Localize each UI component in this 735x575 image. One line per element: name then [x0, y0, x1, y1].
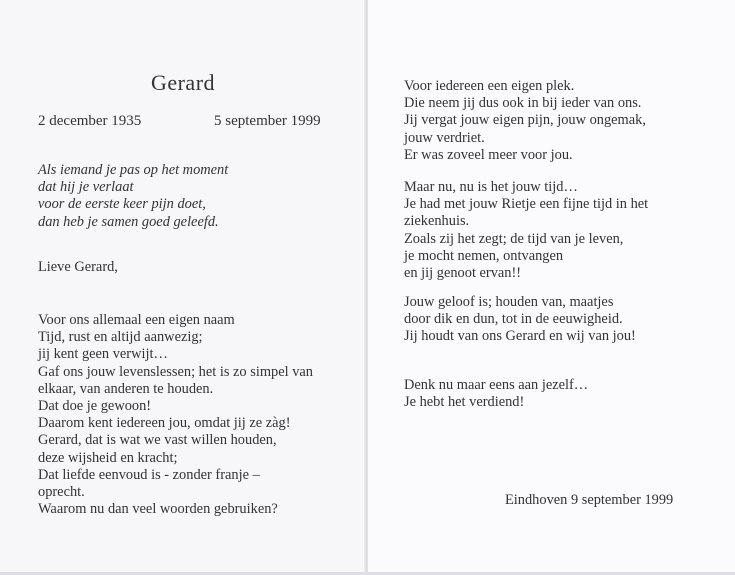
poem-line: door dik en dun, tot in de eeuwigheid. — [404, 311, 623, 328]
quote-line: voor de eerste keer pijn doet, — [38, 196, 206, 213]
poem-line: Zoals zij het zegt; de tijd van je leven, — [404, 230, 624, 247]
opening-quote — [38, 162, 228, 231]
left-page — [0, 0, 366, 575]
poem-line: Dat doe je gewoon! — [38, 398, 152, 415]
death-date: 5 september 1999 — [214, 113, 321, 129]
poem-line: en jij genoot ervan!! — [404, 265, 522, 282]
poem-line: Je had met jouw Rietje een fijne tijd in het — [404, 196, 649, 213]
poem-line: je mocht nemen, ontvangen — [404, 247, 564, 264]
poem-line: Jij vergat jouw eigen pijn, jouw ongemak, — [404, 112, 646, 129]
poem-right-stanza-1 — [404, 78, 646, 164]
poem-line: elkaar, van anderen te houden. — [38, 380, 214, 397]
poem-line: Daarom kent iedereen jou, omdat jij ze zàg! — [38, 415, 291, 432]
birth-date: 2 december 1935 — [38, 113, 142, 129]
quote-line: dat hij je verlaat — [38, 179, 134, 196]
poem-line: Voor ons allemaal een eigen naam — [38, 312, 235, 328]
poem-line: Je hebt het verdiend! — [404, 394, 525, 411]
poem-line: jouw verdriet. — [404, 129, 485, 146]
poem-right-stanza-4 — [404, 377, 588, 411]
place-and-date: Eindhoven 9 september 1999 — [505, 492, 674, 508]
poem-line: Er was zoveel meer voor jou. — [404, 146, 573, 163]
poem-right-stanza-3 — [404, 294, 636, 346]
quote-line: Als iemand je pas op het moment — [38, 162, 229, 178]
poem-line: Voor iedereen een eigen plek. — [404, 78, 575, 94]
poem-line: Waarom nu dan veel woorden gebruiken? — [38, 501, 278, 518]
poem-right-stanza-2 — [404, 179, 648, 282]
poem-left-stanza — [38, 312, 313, 518]
poem-line: Maar nu, nu is het jouw tijd… — [404, 179, 578, 195]
poem-line: oprecht. — [38, 484, 85, 501]
poem-line: Jij houdt van ons Gerard en wij van jou! — [404, 328, 636, 345]
poem-line: Gaf ons jouw levenslessen; het is zo simpel van — [38, 363, 313, 380]
poem-line: Tijd, rust en altijd aanwezig; — [38, 329, 203, 346]
poem-line: Gerard, dat is wat we vast willen houden, — [38, 432, 277, 449]
poem-line: Denk nu maar eens aan jezelf… — [404, 377, 589, 393]
greeting: Lieve Gerard, — [38, 259, 118, 275]
poem-line: Jouw geloof is; houden van, maatjes — [404, 294, 614, 310]
poem-line: Dat liefde eenvoud is - zonder franje – — [38, 466, 260, 483]
poem-line: deze wijsheid en kracht; — [38, 449, 178, 466]
poem-line: Die neem jij dus ook in bij ieder van ons. — [404, 95, 642, 112]
poem-line: jij kent geen verwijt… — [38, 346, 168, 363]
quote-line: dan heb je samen goed geleefd. — [38, 213, 219, 230]
poem-line: ziekenhuis. — [404, 213, 470, 230]
deceased-name-title: Gerard — [150, 70, 216, 95]
